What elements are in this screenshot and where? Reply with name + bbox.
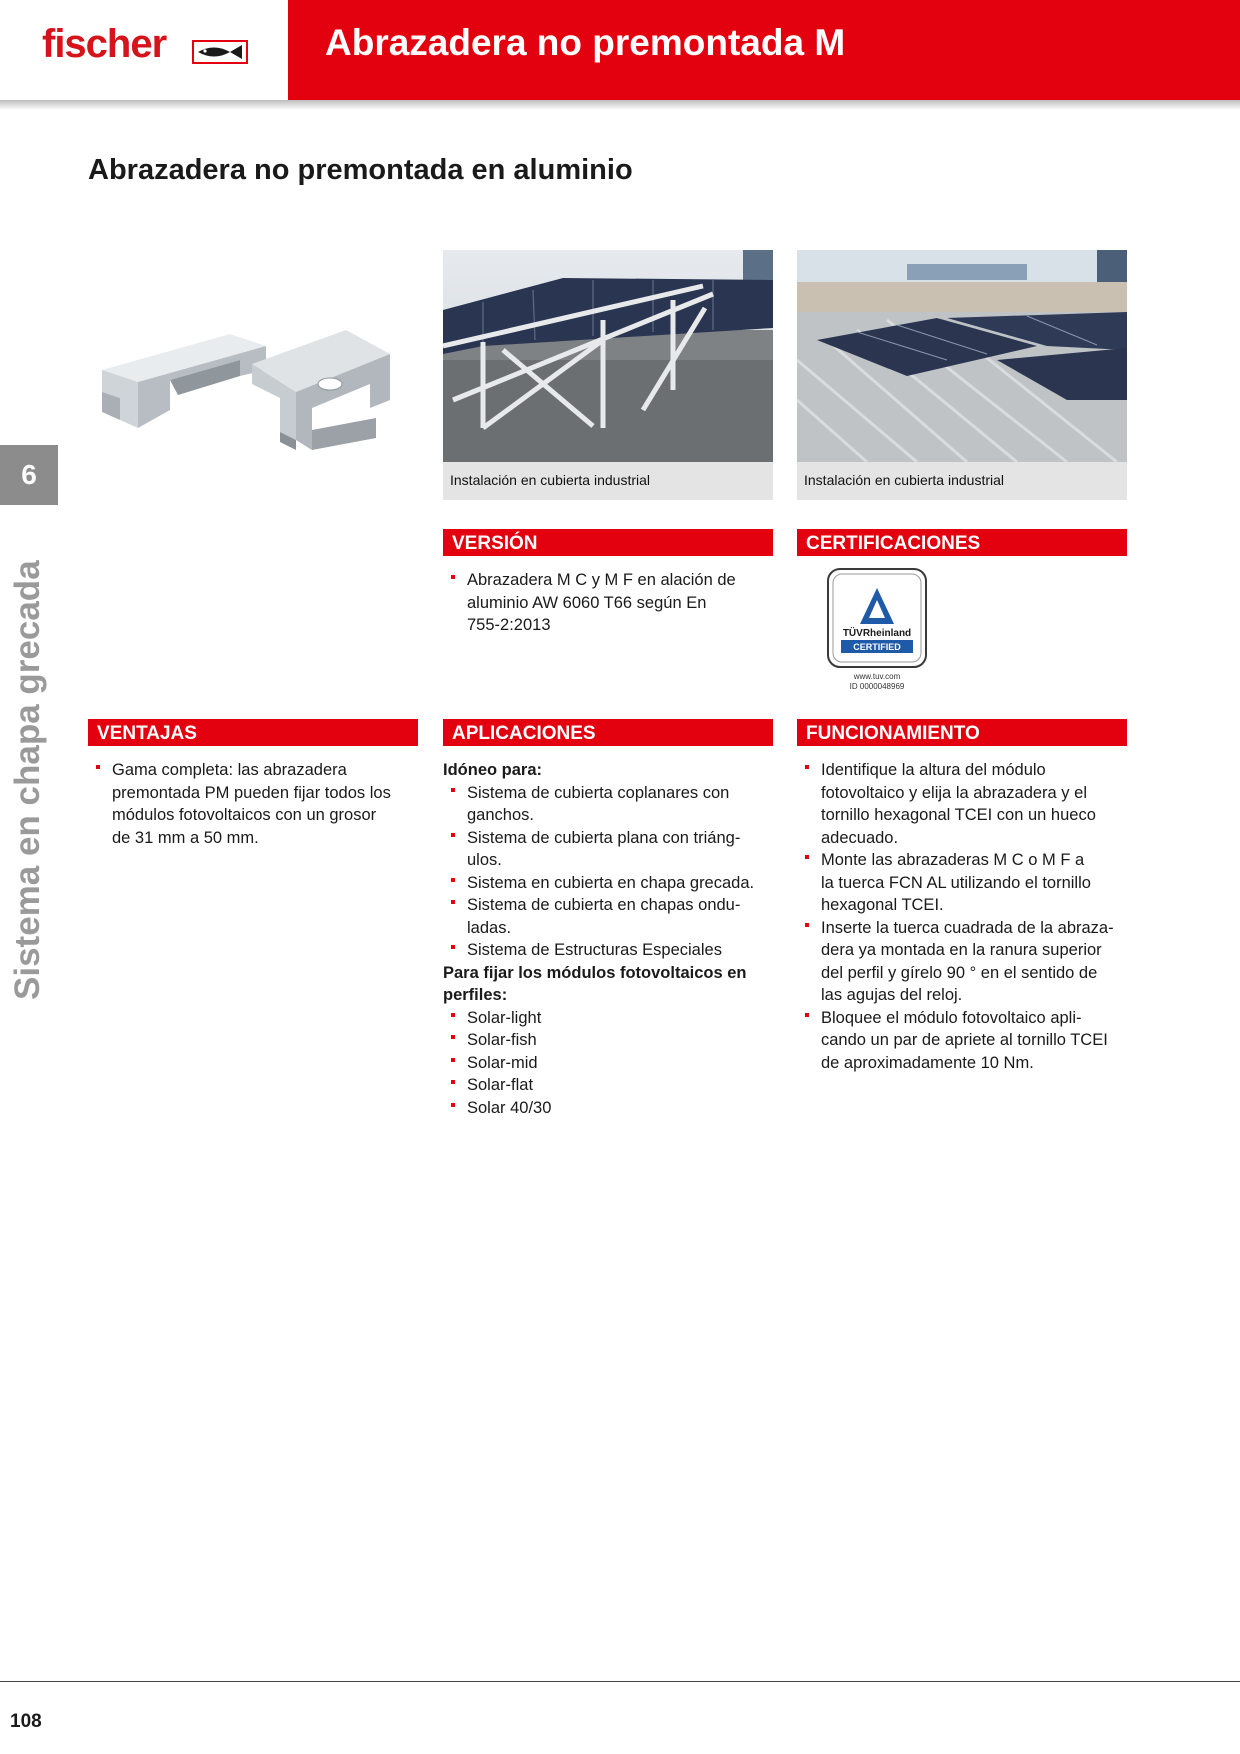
list-line: perfiles:	[443, 986, 508, 1004]
list-item	[797, 917, 1137, 1007]
list-line: Sistema de cubierta en chapas ondu-	[467, 896, 741, 914]
advantages-list	[88, 759, 418, 849]
list-item	[797, 1007, 1137, 1075]
page-number: 108	[10, 1711, 42, 1732]
list-item	[443, 1007, 783, 1030]
header-shadow	[0, 100, 1240, 110]
tuv-brand-text: TÜVRheinland	[842, 628, 912, 639]
product-clamp-image	[90, 300, 430, 490]
photo-industrial-roof-2	[797, 250, 1127, 500]
solar-roof-photo-icon	[443, 250, 773, 462]
photo-caption: Instalación en cubierta industrial	[450, 472, 651, 488]
list-item	[797, 759, 1137, 849]
list-item	[797, 849, 1137, 917]
advantages-heading: VENTAJAS	[88, 719, 418, 746]
list-line: la tuerca FCN AL utilizando el tornillo	[821, 873, 1091, 892]
list-line: Identifique la altura del módulo	[821, 761, 1046, 779]
list-item	[443, 894, 783, 939]
list-item	[443, 569, 773, 637]
list-line: Idóneo para:	[443, 761, 543, 779]
title-bar	[288, 0, 1240, 100]
list-item	[443, 827, 783, 872]
list-item	[443, 1074, 783, 1097]
list-line: módulos fotovoltaicos con un grosor	[112, 806, 377, 824]
list-heading	[443, 962, 783, 1007]
list-item	[443, 1029, 783, 1052]
operation-list	[797, 759, 1137, 1074]
operation-heading: FUNCIONAMIENTO	[797, 719, 1127, 746]
chapter-number: 6	[0, 445, 58, 505]
list-item	[443, 1052, 783, 1075]
list-line: Gama completa: las abrazadera	[112, 761, 347, 779]
tuv-id-text: ID 0000048969	[849, 682, 905, 691]
list-item	[443, 782, 783, 827]
list-item	[443, 939, 783, 962]
list-line: Para fijar los módulos fotovoltaicos en	[443, 963, 747, 982]
version-heading: VERSIÓN	[443, 529, 773, 556]
list-line: las agujas del reloj.	[821, 986, 963, 1004]
list-line: cando un par de apriete al tornillo TCEI	[821, 1031, 1108, 1049]
list-line: Inserte la tuerca cuadrada de la abraza-	[821, 918, 1114, 937]
list-line: de aproximadamente 10 Nm.	[821, 1053, 1034, 1072]
list-line: Monte las abrazaderas M C o M F a	[821, 851, 1085, 869]
middle-clamp-icon	[102, 334, 266, 428]
list-line: adecuado.	[821, 828, 899, 847]
list-line: de 31 mm a 50 mm.	[112, 828, 259, 847]
fish-logo-icon	[192, 40, 248, 64]
list-line: Solar-flat	[467, 1076, 534, 1094]
solar-roof-photo-icon	[797, 250, 1127, 462]
list-line: Bloquee el módulo fotovoltaico apli-	[821, 1008, 1082, 1027]
photo-industrial-roof-1	[443, 250, 773, 500]
list-line: Solar 40/30	[467, 1098, 552, 1117]
list-line: Sistema de cubierta coplanares con	[467, 783, 730, 802]
certifications-heading: CERTIFICACIONES	[797, 529, 1127, 556]
list-item	[443, 872, 783, 895]
list-line: Solar-mid	[467, 1053, 538, 1072]
photo-caption: Instalación en cubierta industrial	[804, 472, 1005, 488]
chapter-side-label: Sistema en chapa grecada	[8, 560, 47, 1000]
end-clamp-icon	[252, 330, 390, 450]
tuv-certified-text: CERTIFIED	[853, 642, 901, 652]
list-line: ladas.	[467, 918, 512, 937]
list-line: dera ya montada en la ranura superior	[821, 941, 1102, 959]
tuv-certified-logo	[827, 568, 927, 693]
list-line: Abrazadera M C y M F en alación de	[467, 571, 736, 589]
list-line: premontada PM pueden fijar todos los	[112, 783, 391, 802]
list-line: ganchos.	[467, 806, 534, 824]
brand-wordmark: fischer	[42, 22, 167, 66]
list-line: Sistema en cubierta en chapa grecada.	[467, 873, 755, 892]
list-line: ulos.	[467, 851, 502, 869]
section-subtitle: Abrazadera no premontada en aluminio	[88, 154, 633, 186]
list-line: fotovoltaico y elija la abrazadera y el	[821, 783, 1087, 802]
list-line: Solar-light	[467, 1008, 542, 1027]
list-line: hexagonal TCEI.	[821, 896, 944, 914]
list-line: Solar-fish	[467, 1031, 537, 1049]
page-title: Abrazadera no premontada M	[325, 22, 846, 63]
tuv-url-text: www.tuv.com	[853, 672, 901, 681]
applications-heading: APLICACIONES	[443, 719, 773, 746]
list-line: aluminio AW 6060 T66 según En	[467, 593, 707, 612]
list-item	[443, 1097, 783, 1120]
footer-divider	[0, 1681, 1240, 1682]
list-line: Sistema de cubierta plana con triáng-	[467, 828, 741, 847]
list-line: 755-2:2013	[467, 616, 551, 634]
version-list	[443, 569, 773, 637]
list-line: Sistema de Estructuras Especiales	[467, 941, 722, 959]
list-line: tornillo hexagonal TCEI con un hueco	[821, 806, 1096, 824]
list-heading	[443, 759, 783, 782]
list-item	[88, 759, 418, 849]
list-line: del perfil y gírelo 90 ° en el sentido de	[821, 963, 1098, 982]
applications-list	[443, 759, 783, 1119]
brand-logo	[0, 0, 288, 100]
